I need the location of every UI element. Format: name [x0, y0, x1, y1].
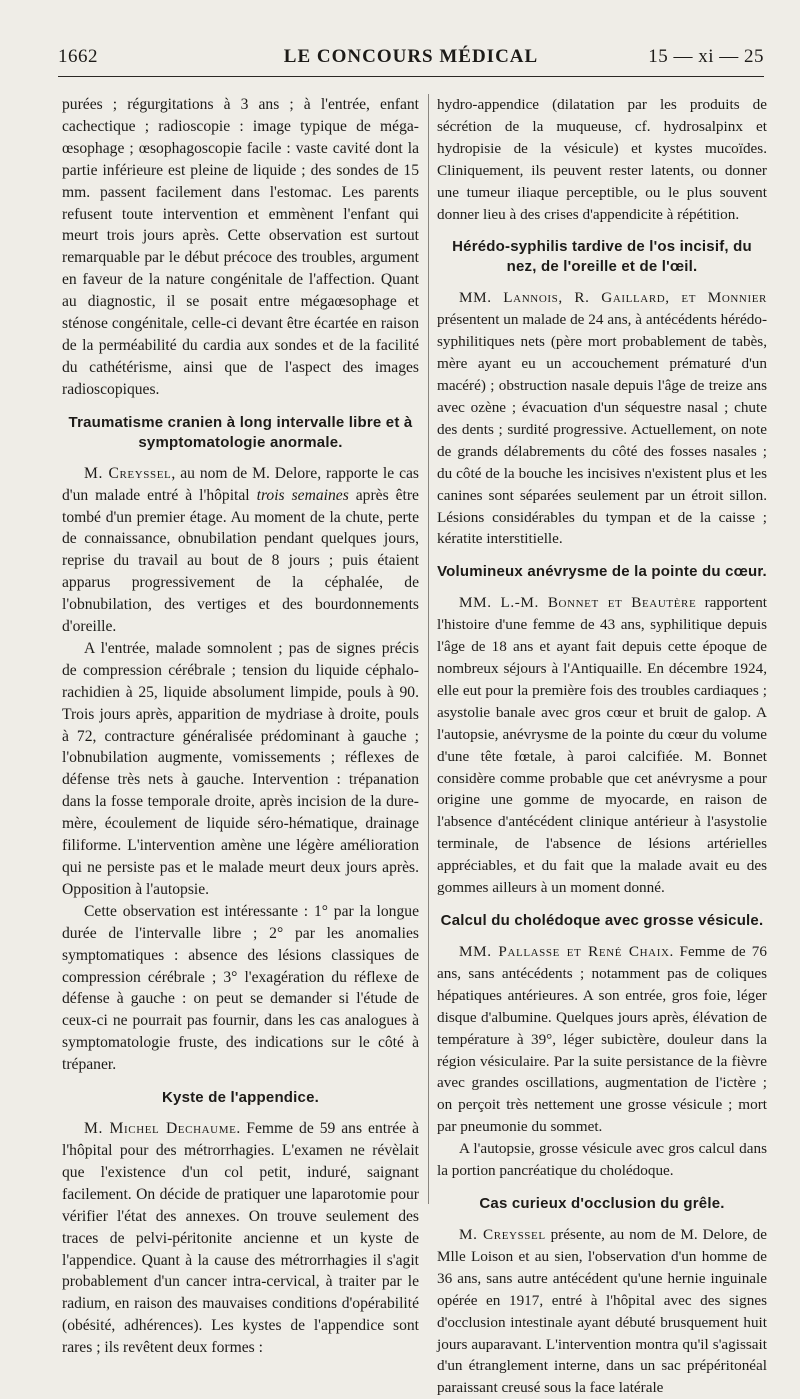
text-run: après être tombé d'un premier étage. Au moment de la chute, perte de connaissance, obnubilation pendant quelques jours, reprise du travail au bout de 8 jours ; puis étaient apparus progressivement de la céphalée, de l'obnubilation, des vertiges et des bourdonnements d'oreille.	[62, 486, 419, 636]
header-rule	[58, 76, 764, 77]
paragraph	[437, 941, 767, 1138]
column-divider	[428, 94, 429, 1204]
paragraph	[62, 463, 419, 638]
text-run: présente, au nom de M. Delore, de Mlle Loison et au sien, l'observation d'un homme de 36 ans, sans autre antécédent qu'une hernie inguinale opérée en 1917, entré à l'hôpital avec des signes d'occlusion intestinale ayant débuté brusquement huit jours auparavant. L'intervention montra qu'il s'agissait d'un étranglement interne, dans un sac prépéritonéal paraissant creusé sous la face latérale	[437, 1225, 767, 1397]
paragraph	[437, 287, 767, 550]
paragraph: A l'autopsie, grosse vésicule avec gros calcul dans la portion pancréatique du cholédoque.	[437, 1140, 767, 1180]
section-title-anevrysme: Volumineux anévrysme de la pointe du cœur.	[437, 563, 767, 581]
paragraph	[62, 1118, 419, 1359]
author-names: MM. L.-M. Bonnet et Beautère	[459, 594, 697, 612]
paragraph	[437, 1224, 767, 1399]
paragraph: A l'entrée, malade somnolent ; pas de signes précis de compression cérébrale ; tension du liquide céphalo-rachidien à 25, liquide absolument limpide, pouls à 90. Trois jours après, apparition de mydriase à droite, pouls à 72, contracture généralisée prédominant à gauche ; l'obnubilation augmente, vomissements ; réflexes de défense très nets à gauche. Intervention : trépanation dans la fosse temporale droite, après incision de la dure-mère, écoulement de liquide séro-hématique, drainage filiforme. L'intervention amène une légère amélioration qui ne persiste pas et le malade meurt deux jours après. Opposition à l'autopsie.	[62, 639, 419, 898]
paragraph	[437, 592, 767, 899]
author-names: MM. Pallasse et René Chaix	[459, 943, 670, 960]
text-run: . Femme de 59 ans entrée à l'hôpital pour des métrorrhagies. L'examen ne révèlait que l'existence d'un col petit, induré, saignant facilement. On décide de pratiquer une laparotomie pour vérifier l'état des annexes. On trouve seulement des traces de pelvi-péritonite ancienne et un kyste de l'appendice. Quant à la cause des métrorrhagies il s'agit probablement d'un cancer intra-cervical, à traiter par le radium, en raison des mauvaises conditions d'opérabilité (obésité, adhérences). Les kystes de l'appendice sont rares ; ils revêtent deux formes :	[62, 1120, 419, 1357]
intro-paragraph: purées ; régurgitations à 3 ans ; à l'entrée, enfant cachectique ; radioscopie : image typique de méga-œsophage ; œsophagoscopie facile : vaste cavité dont la partie inférieure est pleine de liquide ; des sondes de 15 mm. passent facilement dans l'estomac. Les parents refusent toute intervention et emmènent l'enfant qui meurt trois jours après. Cette observation est surtout remarquable par le début précoce des troubles, argument en faveur de la nature congénitale de l'affection. Quant au diagnostic, il se posait entre mégaœsophage et sténose congénitale, celle-ci devant être écartée en raison de la perméabilité du cardia aux sondes et de la facilité du cathétérisme, ainsi que de l'aspect des images radioscopiques.	[62, 96, 419, 398]
section-title-heredo-syphilis: Hérédo-syphilis tardive de l'os incisif, du nez, de l'oreille et de l'œil.	[452, 238, 752, 276]
section-title-occlusion: Cas curieux d'occlusion du grêle.	[479, 1194, 725, 1212]
author-name: M. Creyssel	[459, 1225, 546, 1243]
text-run: rapportent l'histoire d'une femme de 43 ans, syphilitique depuis l'âge de 18 ans et ayant fait depuis cette époque de nombreux séjours à l'Antiquaille. En décembre 1924, elle eut pour la première fois des troubles cardiaques ; asystolie banale avec gros cœur et bruit de galop. A l'autopsie, anévrysme de la pointe du cœur du volume d'une tête fœtale, à paroi calcifiée. M. Bonnet considère comme probable que cet anévrysme a pour origine une gomme de myocarde, en raison de l'absence d'antécédent clinique antérieur à l'asystolie terminale, de l'absence de lésions artérielles appréciables, et du fait que la malade avait eu des gommes ailleurs à un moment donné.	[437, 594, 768, 897]
continued-paragraph: hydro-appendice (dilatation par les produits de sécrétion de la muqueuse, cf. hydrosalpinx et hydropisie de la vésicule) et kystes mucoïdes. Cliniquement, ils peuvent rester latents, ou donner une tumeur iliaque perceptible, ou le plus souvent donner lieu à des crises d'appendicite à répétition.	[437, 96, 767, 223]
text-run: . Femme de 76 ans, sans antécédents ; notamment pas de coliques hépatiques antérieures. A son entrée, gros foie, léger disque d'albumine. Quelques jours après, élévation de température à 39°, léger subictère, douleur dans la région vésiculaire. Par la suite persistance de la fièvre avec grandes oscillations, augmentation de l'ictère ; on perçoit très nettement une grosse vésicule ; mort par pneumonie du sommet.	[437, 943, 767, 1136]
text-run: , au nom de M. Delore, rapporte le cas d'un malade entré à l'hôpital	[62, 464, 420, 504]
journal-title: LE CONCOURS MÉDICAL	[283, 46, 539, 67]
section-title-kyste: Kyste de l'appendice.	[162, 1089, 319, 1107]
author-names: MM. Lannois, R. Gaillard, et Monnier	[459, 289, 767, 307]
left-column	[62, 94, 419, 1359]
author-name: M. Creyssel	[84, 464, 172, 482]
section-title-traumatisme: Traumatisme cranien à long intervalle libre et à symptomatologie anormale.	[68, 413, 413, 451]
section-title-calcul: Calcul du cholédoque avec grosse vésicule.	[440, 912, 764, 929]
emphasis: trois semaines	[256, 486, 349, 504]
author-name: M. Michel Dechaume	[84, 1120, 237, 1138]
text-run: présentent un malade de 24 ans, à antécédents hérédo-syphilitiques nets (père mort probablement de tabès, mère ayant eu un accouchement prématuré d'un macéré) ; obstruction nasale depuis l'âge de treize ans avec ozène ; évacuation d'un séquestre nasal ; chute des dents ; surdité progressive. Actuellement, on note de grands délabrements du côté des fosses nasales ; du côté de la bouche les incisives n'existent plus et les canines sont séparées seulement par un étroit sillon. Lésions considérables du tympan et de la caisse ; kératite interstitielle.	[437, 311, 767, 548]
page-number: 1662	[58, 46, 98, 67]
page-header	[58, 46, 764, 74]
right-column	[437, 94, 767, 1399]
issue-date: 15 — xi — 25	[648, 46, 764, 67]
paragraph: Cette observation est intéressante : 1° par la longue durée de l'intervalle libre ; 2° par les anomalies symptomatiques : absence des lésions classiques de compression cérébrale ; 3° l'exagération du réflexe de défense à gauche : on peut se demander si l'étude de ceux-ci ne pourrait pas fournir, dans les cas analogues à symptomatologie fruste, des indications sur le côté à trépaner.	[62, 902, 419, 1074]
